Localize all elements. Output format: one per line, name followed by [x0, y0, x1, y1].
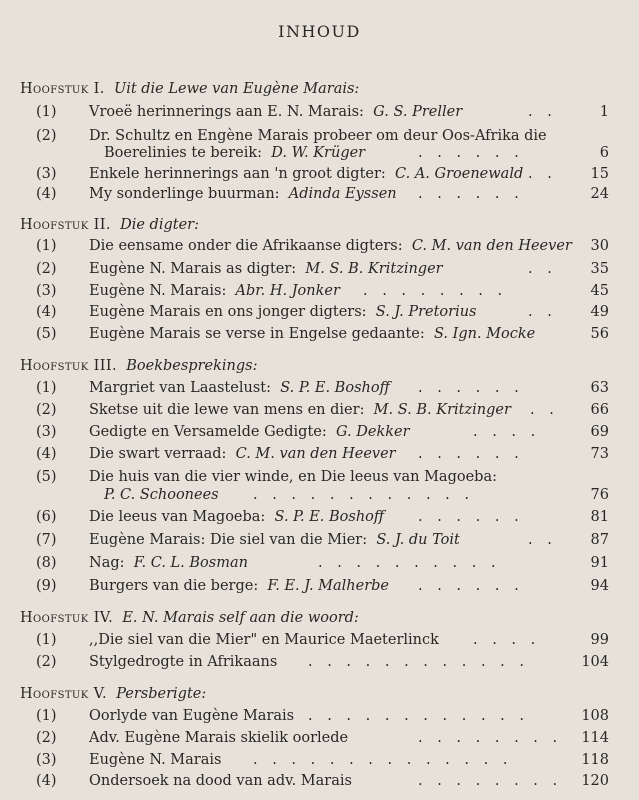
entry-title: Gedigte en Versamelde Gedigte:: [89, 424, 327, 440]
entry-title: Adv. Eugène Marais skielik oorlede: [89, 730, 349, 746]
page-number: 24: [590, 186, 609, 202]
entry-title: Nag:: [89, 555, 125, 571]
entry-author: S. P. E. Boshoff: [274, 509, 385, 525]
entry-number: (2): [36, 402, 57, 418]
entry-number: (3): [36, 283, 57, 299]
entry-title: My sonderlinge buurman:: [89, 186, 280, 202]
entry-author: C. M. van den Heever: [235, 446, 396, 462]
entry-number: (1): [36, 708, 57, 724]
leader-dots: . .: [530, 402, 559, 418]
entry-number: (9): [36, 578, 57, 594]
entry-number: (1): [36, 380, 57, 396]
page-number: 104: [581, 654, 609, 670]
entry-number: (4): [36, 186, 57, 202]
leader-dots: . . . . . .: [418, 509, 524, 525]
entry-author: F. E. J. Malherbe: [267, 578, 390, 594]
page-number: 15: [590, 166, 609, 182]
leader-dots: . .: [528, 304, 557, 320]
page-number: 76: [590, 487, 609, 503]
entry-number: (4): [36, 304, 57, 320]
page-number: 66: [590, 402, 609, 418]
entry-title: ,,Die siel van die Mier" en Maurice Maeterlinck: [89, 632, 439, 648]
chapter-title: E. N. Marais self aan die woord:: [122, 610, 359, 626]
entry-author: S. J. Pretorius: [375, 304, 477, 320]
leader-dots: . .: [528, 104, 557, 120]
leader-dots: . . . . . .: [418, 186, 524, 202]
entry-author: D. W. Krüger: [271, 145, 366, 161]
entry-number: (3): [36, 752, 57, 768]
entry-author: F. C. L. Bosman: [133, 555, 248, 571]
page-number: 73: [590, 446, 609, 462]
entry-title: Ondersoek na dood van adv. Marais: [89, 773, 352, 789]
leader-dots: . . . . . .: [418, 145, 524, 161]
entry-author: S. P. E. Boshoff: [280, 380, 390, 396]
leader-dots: . . . . . .: [418, 446, 524, 462]
leader-dots: . . . . . . . . . .: [318, 555, 501, 571]
page-number: 120: [581, 773, 609, 789]
entry-title: Sketse uit die lewe van mens en dier:: [89, 402, 365, 418]
entry-title: Oorlyde van Eugène Marais: [89, 708, 295, 724]
chapter-label: Hoofstuk IV.: [20, 610, 114, 626]
entry-title: Margriet van Laastelust:: [89, 380, 271, 396]
page-number: 69: [590, 424, 609, 440]
page-number: 81: [590, 509, 609, 525]
leader-dots: . .: [528, 532, 557, 548]
page-number: 63: [590, 380, 609, 396]
entry-number: (4): [36, 446, 57, 462]
entry-author: P. C. Schoonees: [104, 487, 219, 503]
entry-title: Burgers van die berge:: [89, 578, 259, 594]
leader-dots: . . . .: [473, 632, 541, 648]
entry-number: (6): [36, 509, 57, 525]
chapter-heading-4: [20, 610, 359, 626]
page-number: 91: [590, 555, 609, 571]
chapter-heading-5: [20, 686, 206, 702]
chapter-heading-2: [20, 217, 199, 233]
entry-author: M. S. B. Kritzinger: [373, 402, 511, 418]
entry-author: S. Ign. Mocke: [433, 326, 536, 342]
chapter-heading-1: [20, 81, 359, 97]
chapter-title: Boekbesprekings:: [126, 358, 258, 374]
page-number: 49: [590, 304, 609, 320]
chapter-title: Persberigte:: [116, 686, 207, 702]
chapter-label: Hoofstuk II.: [20, 217, 111, 233]
page-number: 30: [590, 238, 609, 254]
page-number: 87: [590, 532, 609, 548]
entry-number: (2): [36, 730, 57, 746]
chapter-label: Hoofstuk III.: [20, 358, 118, 374]
entry-author: G. Dekker: [335, 424, 410, 440]
entry-title: Eugène Marais: Die siel van die Mier:: [89, 532, 368, 548]
entry-author: C. M. van den Heever: [411, 238, 572, 254]
chapter-title: Uit die Lewe van Eugène Marais:: [113, 81, 360, 97]
chapter-heading-3: [20, 358, 257, 374]
entry-number: (2): [36, 128, 57, 144]
entry-title: Eugène N. Marais: [89, 752, 222, 768]
entry-author: M. S. B. Kritzinger: [305, 261, 443, 277]
page-number: 35: [590, 261, 609, 277]
page-number: 6: [599, 145, 609, 161]
entry-title: Dr. Schultz en Engène Marais probeer om deur Oos-Afrika die: [89, 128, 547, 144]
leader-dots: . . . . . . . .: [363, 283, 508, 299]
page-number: 56: [590, 326, 609, 342]
entry-number: (3): [36, 166, 57, 182]
page-number: 99: [590, 632, 609, 648]
page-number: 1: [599, 104, 609, 120]
leader-dots: . . . . . . . . . . . .: [253, 487, 475, 503]
leader-dots: . . . . . . . .: [418, 773, 563, 789]
entry-number: (4): [36, 773, 57, 789]
entry-title: Die huis van die vier winde, en Die leeus van Magoeba:: [89, 469, 497, 485]
entry-title: Stylgedrogte in Afrikaans: [89, 654, 278, 670]
entry-author: S. J. du Toit: [376, 532, 460, 548]
entry-author: C. A. Groenewald: [395, 166, 524, 182]
leader-dots: . . . . . . . . . . . .: [308, 708, 530, 724]
entry-title-continued: Boerelinies te bereik:: [104, 145, 263, 161]
entry-number: (2): [36, 654, 57, 670]
page-title: INHOUD: [278, 22, 361, 41]
entry-number: (1): [36, 632, 57, 648]
entry-author: G. S. Preller: [373, 104, 463, 120]
entry-title: Eugène N. Marais:: [89, 283, 227, 299]
entry-title: Eugène Marais se verse in Engelse gedaante:: [89, 326, 425, 342]
entry-title: Enkele herinnerings aan 'n groot digter:: [89, 166, 386, 182]
leader-dots: . . . . . .: [418, 380, 524, 396]
entry-title: Die swart verraad:: [89, 446, 227, 462]
entry-number: (1): [36, 238, 57, 254]
leader-dots: . . . . . . . .: [418, 730, 563, 746]
entry-title: Vroeë herinnerings aan E. N. Marais:: [89, 104, 364, 120]
entry-author: Adinda Eyssen: [288, 186, 397, 202]
leader-dots: . .: [528, 261, 557, 277]
leader-dots: . . . .: [473, 424, 541, 440]
leader-dots: . . . . . . . . . . . . . .: [253, 752, 513, 768]
chapter-label: Hoofstuk I.: [20, 81, 105, 97]
entry-title: Eugène Marais en ons jonger digters:: [89, 304, 367, 320]
entry-title: Die eensame onder die Afrikaanse digters:: [89, 238, 403, 254]
chapter-label: Hoofstuk V.: [20, 686, 107, 702]
entry-title: Eugène N. Marais as digter:: [89, 261, 297, 277]
entry-number: (3): [36, 424, 57, 440]
entry-author: Abr. H. Jonker: [235, 283, 340, 299]
entry-number: (7): [36, 532, 57, 548]
leader-dots: . . . . . . . . . . . .: [308, 654, 530, 670]
leader-dots: . . . . . .: [418, 578, 524, 594]
entry-title: Die leeus van Magoeba:: [89, 509, 266, 525]
leader-dots: . .: [528, 166, 557, 182]
page-number: 118: [581, 752, 609, 768]
entry-number: (2): [36, 261, 57, 277]
page-number: 94: [590, 578, 609, 594]
page-number: 45: [590, 283, 609, 299]
entry-number: (1): [36, 104, 57, 120]
entry-number: (5): [36, 326, 57, 342]
chapter-title: Die digter:: [120, 217, 199, 233]
page-number: 108: [581, 708, 609, 724]
page-number: 114: [581, 730, 609, 746]
entry-number: (8): [36, 555, 57, 571]
entry-number: (5): [36, 469, 57, 485]
